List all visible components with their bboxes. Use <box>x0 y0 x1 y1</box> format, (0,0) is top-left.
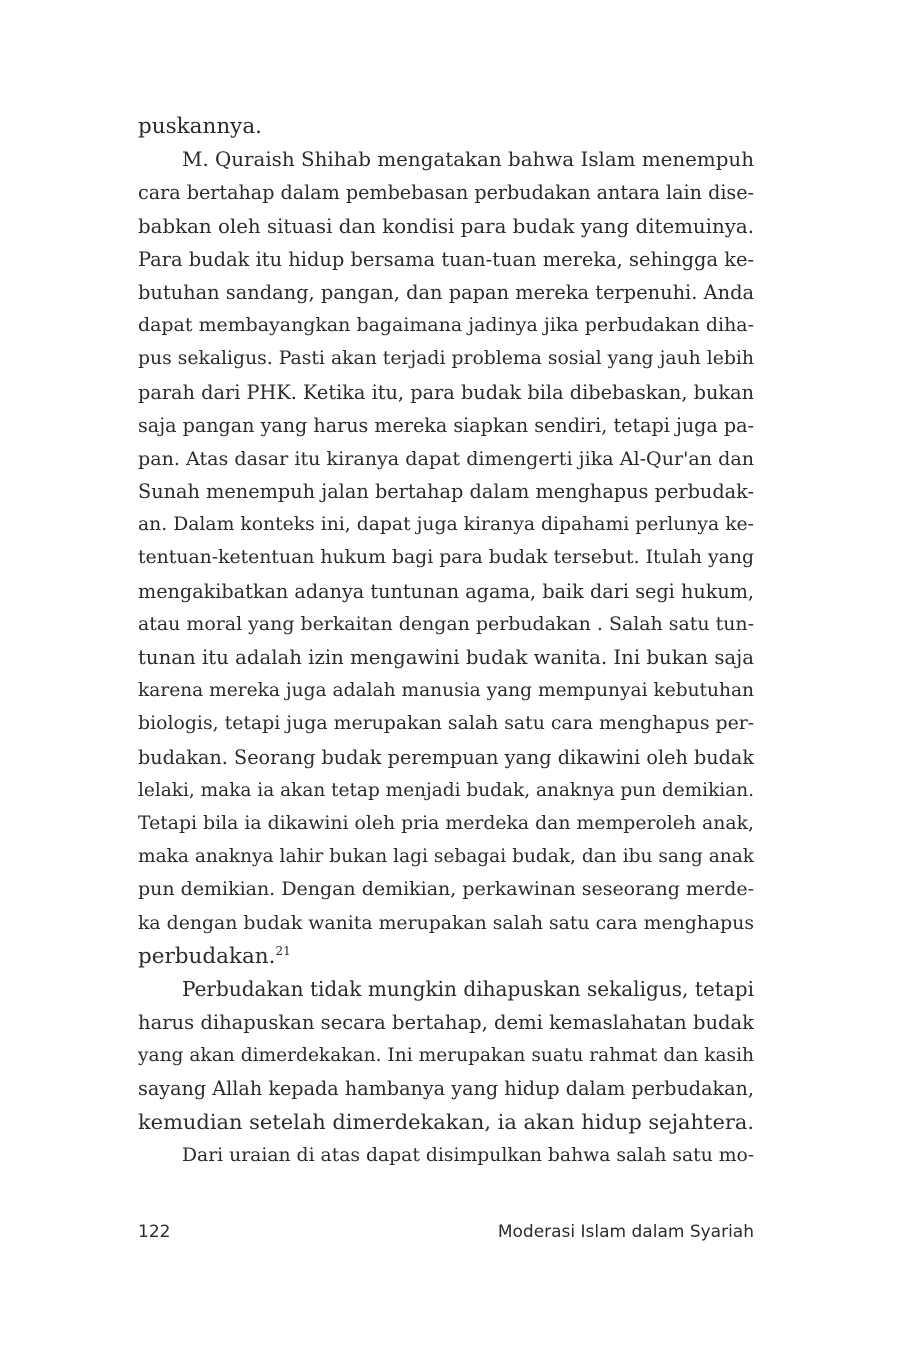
text-line <box>138 1106 754 1139</box>
text-line-content: Dari uraian di atas dapat disimpulkan bahwa salah satu mo- <box>182 1144 754 1166</box>
text-line-content: yang akan dimerdekakan. Ini merupakan suatu rahmat dan kasih <box>138 1045 754 1067</box>
text-line <box>138 840 754 873</box>
text-line-content: ka dengan budak wanita merupakan salah satu cara menghapus <box>138 912 754 934</box>
text-line <box>138 210 754 243</box>
text-line-content: harus dihapuskan secara bertahap, demi kemaslahatan budak <box>138 1011 754 1035</box>
text-line-content: puskannya. <box>138 114 262 139</box>
text-line-content: tunan itu adalah izin mengawini budak wanita. Ini bukan saja <box>138 646 754 669</box>
text-line <box>138 973 754 1006</box>
text-line-content: pun demikian. Dengan demikian, perkawinan seseorang merde- <box>138 878 754 901</box>
text-line <box>138 707 754 740</box>
text-line <box>138 541 754 574</box>
footnote-marker: 21 <box>275 943 291 958</box>
text-line-content: Sunah menempuh jalan bertahap dalam menghapus perbudak- <box>138 480 754 504</box>
text-line <box>138 1139 754 1172</box>
text-line-content: cara bertahap dalam pembebasan perbudakan antara lain dise- <box>138 181 754 205</box>
text-line <box>138 409 754 442</box>
text-line-content: atau moral yang berkaitan dengan perbudakan . Salah satu tun- <box>138 612 754 635</box>
body-text <box>138 110 754 1172</box>
text-line-content: Tetapi bila ia dikawini oleh pria merdeka dan memperoleh anak, <box>138 812 754 834</box>
text-line <box>138 243 754 276</box>
text-line <box>138 1006 754 1039</box>
text-line-content: saja pangan yang harus mereka siapkan sendiri, tetapi juga pa- <box>138 413 754 437</box>
text-line <box>138 907 754 940</box>
text-line <box>138 376 754 409</box>
text-line-content: kemudian setelah dimerdekakan, ia akan hidup sejahtera. <box>138 1109 754 1134</box>
text-line <box>138 807 754 840</box>
text-line <box>138 143 754 176</box>
text-line-content: lelaki, maka ia akan tetap menjadi budak, anaknya pun demikian. <box>138 779 754 801</box>
text-line <box>138 674 754 707</box>
text-line-content: mengakibatkan adanya tuntunan agama, baik dari segi hukum, <box>138 579 754 603</box>
text-line-content: budakan. Seorang budak perempuan yang dikawini oleh budak <box>138 745 754 769</box>
text-line <box>138 176 754 209</box>
text-line <box>138 342 754 375</box>
text-line <box>138 442 754 475</box>
text-line-content: parah dari PHK. Ketika itu, para budak bila dibebaskan, bukan <box>138 380 754 404</box>
running-title: Moderasi Islam dalam Syariah <box>497 1222 754 1242</box>
text-line <box>138 276 754 309</box>
text-line-content: pus sekaligus. Pasti akan terjadi problema sosial yang jauh lebih <box>138 348 754 370</box>
text-line <box>138 641 754 674</box>
text-line-content: biologis, tetapi juga merupakan salah satu cara menghapus per- <box>138 712 754 735</box>
text-line <box>138 1072 754 1105</box>
text-line-content: M. Quraish Shihab mengatakan bahwa Islam menempuh <box>182 148 754 172</box>
text-line <box>138 774 754 807</box>
text-line-content: dapat membayangkan bagaimana jadinya jika perbudakan diha- <box>138 314 754 337</box>
text-line <box>138 309 754 342</box>
page-number: 122 <box>138 1222 171 1242</box>
text-line <box>138 110 754 143</box>
text-line <box>138 1039 754 1072</box>
text-line-content: tentuan-ketentuan hukum bagi para budak tersebut. Itulah yang <box>138 547 754 569</box>
text-line-content: karena mereka juga adalah manusia yang mempunyai kebutuhan <box>138 680 754 702</box>
text-line <box>138 741 754 774</box>
page-footer <box>138 1222 754 1242</box>
text-line <box>138 873 754 906</box>
text-line-content: Para budak itu hidup bersama tuan-tuan mereka, sehingga ke- <box>138 247 754 271</box>
text-line-content: babkan oleh situasi dan kondisi para budak yang ditemuinya. <box>138 214 754 238</box>
text-line-content: maka anaknya lahir bukan lagi sebagai budak, dan ibu sang anak <box>138 846 754 868</box>
text-line-content: perbudakan. <box>138 943 276 969</box>
text-line-content: an. Dalam konteks ini, dapat juga kiranya dipahami perlunya ke- <box>138 514 754 536</box>
text-line <box>138 940 754 973</box>
text-line <box>138 575 754 608</box>
text-line <box>138 508 754 541</box>
text-line-content: butuhan sandang, pangan, dan papan mereka terpenuhi. Anda <box>138 280 754 304</box>
text-line <box>138 608 754 641</box>
text-line-content: Perbudakan tidak mungkin dihapuskan sekaligus, tetapi <box>182 976 754 1001</box>
text-line-content: sayang Allah kepada hambanya yang hidup dalam perbudakan, <box>138 1077 754 1101</box>
text-line-content: pan. Atas dasar itu kiranya dapat dimengerti jika Al-Qur'an dan <box>138 446 754 470</box>
text-line <box>138 475 754 508</box>
